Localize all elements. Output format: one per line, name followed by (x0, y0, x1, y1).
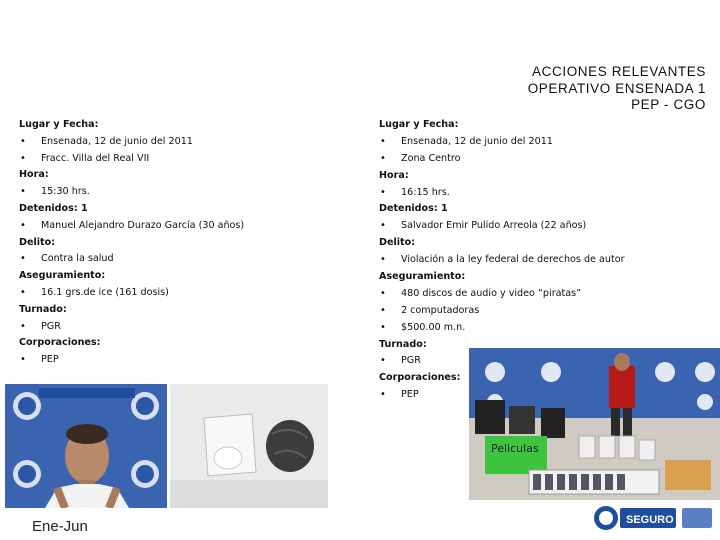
aseguramiento-item: • $500.00 m.n. (379, 321, 709, 338)
aseguramiento-item: • 2 computadoras (379, 304, 709, 321)
detenido-item: • Manuel Alejandro Durazo García (30 años) (19, 219, 349, 236)
delito-label: Delito: (19, 236, 56, 248)
seized-drugs-photo (170, 384, 328, 508)
delito-item: • Contra la salud (19, 252, 349, 269)
mugshot-image (5, 384, 167, 508)
delito-label: Delito: (379, 237, 416, 249)
corporaciones-label: Corporaciones: (379, 372, 461, 384)
detenidos-label: Detenidos: 1 (19, 202, 88, 214)
discs-image (469, 348, 720, 500)
aseguramiento-item: • 16.1 grs.de ice (161 dosis) (19, 286, 349, 303)
hora-label: Hora: (379, 169, 409, 181)
turnado-item: • PGR (379, 354, 709, 371)
hora-item: • 16:15 hrs. (379, 186, 709, 203)
turnado-label: Turnado: (379, 338, 427, 350)
hora-label: Hora: (19, 169, 49, 181)
hora-item: • 15:30 hrs. (19, 185, 349, 202)
lugar-fecha-label: Lugar y Fecha: (379, 119, 459, 130)
footer-logos (592, 504, 716, 532)
drugs-image (170, 384, 328, 508)
lugar-fecha-label: Lugar y Fecha: (19, 119, 99, 130)
detenido-item: • Salvador Emir Pulido Arreola (22 años) (379, 219, 709, 236)
detenidos-label: Detenidos: 1 (379, 203, 448, 215)
corporacion-item: • PEP (19, 353, 349, 370)
turnado-item: • PGR (19, 320, 349, 337)
case-left-details (19, 118, 349, 370)
lugar-item: • Zona Centro (379, 152, 709, 169)
lugar-item: • Ensenada, 12 de junio del 2011 (19, 135, 349, 152)
turnado-label: Turnado: (19, 303, 67, 315)
detainee-mugshot-photo (5, 384, 167, 508)
corporaciones-label: Corporaciones: (19, 337, 101, 349)
sign-text: Peliculas (491, 442, 539, 455)
seized-discs-photo (469, 348, 720, 500)
lugar-item: • Ensenada, 12 de junio del 2011 (379, 135, 709, 152)
aseguramiento-label: Aseguramiento: (19, 270, 106, 282)
title-line-3: PEP - CGO (631, 97, 706, 112)
lugar-item: • Fracc. Villa del Real VII (19, 152, 349, 169)
aseguramiento-item: • 480 discos de audio y video “piratas” (379, 287, 709, 304)
delito-item: • Violación a la ley federal de derechos de autor (379, 253, 709, 270)
institution-logos (592, 504, 716, 532)
corporacion-item: • PEP (379, 388, 709, 405)
slide-title (528, 64, 706, 114)
title-line-1: ACCIONES RELEVANTES (532, 64, 706, 79)
title-line-2: OPERATIVO ENSENADA 1 (527, 80, 706, 96)
aseguramiento-label: Aseguramiento: (379, 271, 466, 283)
logo-text: SEGURO (626, 514, 674, 526)
footer-period-label: Ene-Jun (32, 518, 88, 535)
